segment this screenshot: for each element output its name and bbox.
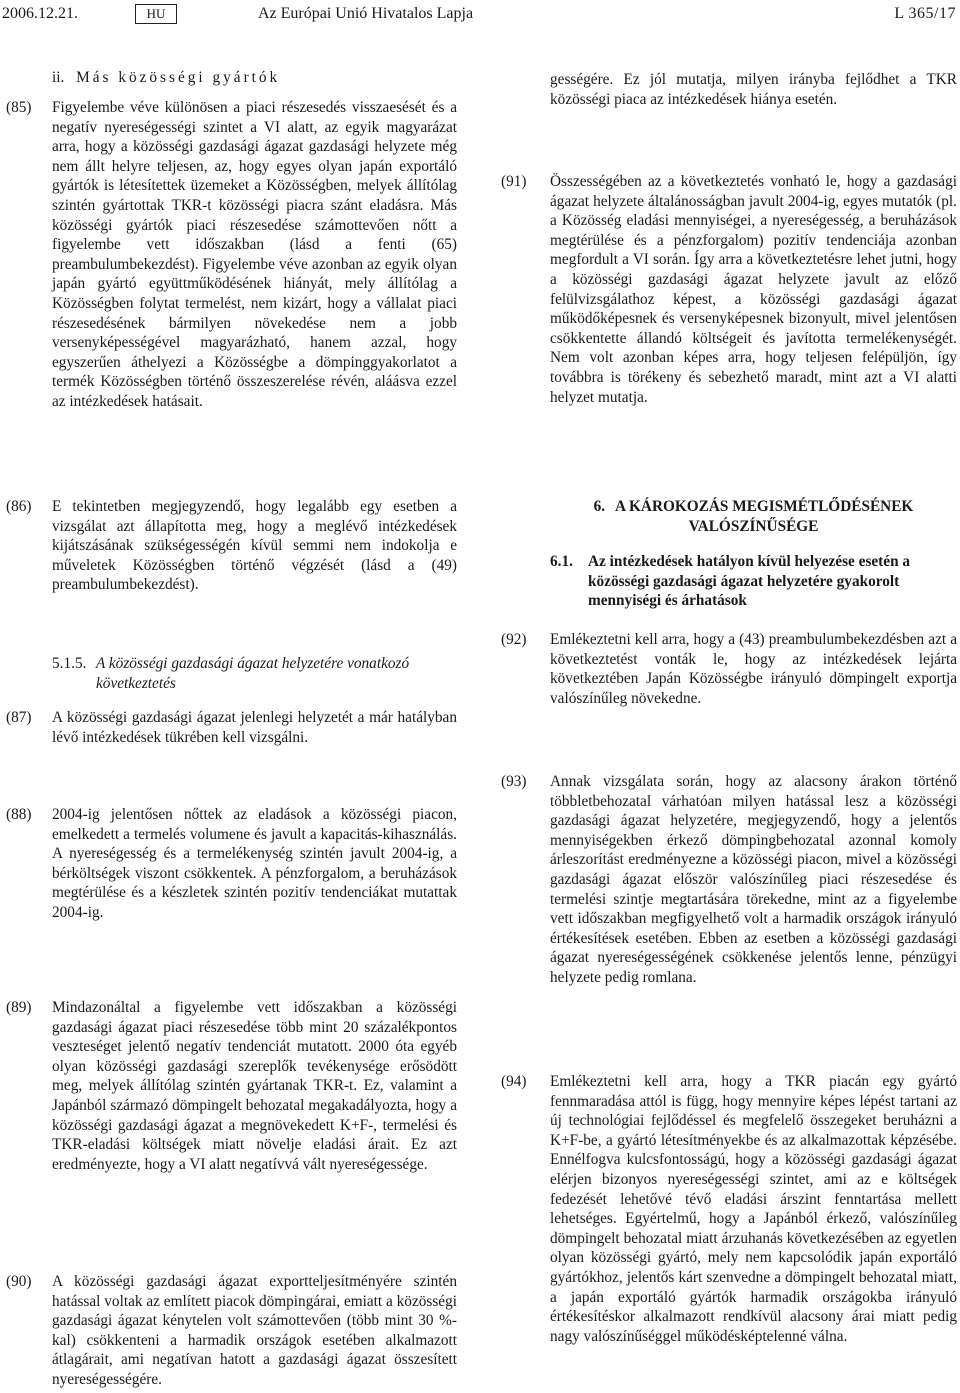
section-title-line2: VALÓSZÍNŰSÉGE <box>688 517 819 535</box>
paragraph-number: (89) <box>6 999 32 1016</box>
section-6-heading <box>550 497 957 536</box>
section-number: 5.1.5. <box>52 655 87 672</box>
paragraph-number: (94) <box>501 1073 527 1090</box>
paragraph-text: Emlékeztetni kell arra, hogy a TKR piacán egy gyártó fennmaradása attól is függ, hogy mennyire képes lépést tartani az új technológiai fejlődéssel és megfelelő összegeket beruházni a K+F-be, a gyártó létesítményekbe és az alkalmazottak képzésébe. Ennélfogva kulcsfontosságú, hogy a közösségi gazdasági ágazat elérjen bizonyos nyereségességi szintet, ami az e költségek fedezését lehetővé tévő eladási árszint fenntartása mellett lehetséges. Egyértelmű, hogy a Japánból érkező, valószínűleg dömpingelt behozatal miatt árzuhanás következésében az egyetlen olyan közösségi gyártó, mely nem kapcsolódik japán exportáló gyártókhoz, jelentős kárt szenvedne a dömpingelt behozatal miatt, a japán exportáló gyártók harmadik országokba irányuló értékesítéskor alkalmazott rendkívül alacsony árai miatt pedig nagy valószínűséggel működésképtelenné válna. <box>550 1073 957 1345</box>
publication-date: 2006.12.21. <box>2 5 78 22</box>
paragraph-94 <box>500 1072 960 1390</box>
paragraph-87 <box>0 708 470 752</box>
paragraph-text: E tekintetben megjegyzendő, hogy legalább egy esetben a vizsgálat azt állapította meg, hogy a meglévő intézkedések kijátszásának szükségességén kívül semmi nem indokolja e műveletek Közösségben történő végzését (lásd a (49) preambulumbekezdést). <box>52 498 457 594</box>
paragraph-number: (85) <box>6 99 32 116</box>
section-title: Az intézkedések hatályon kívül helyezése esetén a közösségi gazdasági ágazat helyzetére gyakorolt mennyiségi és árhatások <box>588 553 911 610</box>
section-5-1-5-heading <box>0 654 470 698</box>
paragraph-text: A közösségi gazdasági ágazat exportteljesítményére szintén hatással voltak az említett piacok dömpingárai, emiatt a közösségi gazdasági ágazat kénytelen volt számottevően (több mint 30 %-kal) csökkenteni a harmadik országok esetében alkalmazott átlagárait, ami negatívan hatott a gazdasági ágazat összesített nyereségességére. <box>52 1273 457 1388</box>
paragraph-85-continued <box>550 70 957 109</box>
paragraph-88 <box>0 805 470 945</box>
section-title-line1: A KÁROKOZÁS MEGISMÉTLŐDÉSÉNEK <box>614 498 914 515</box>
paragraph-number: (86) <box>6 498 32 515</box>
paragraph-93 <box>500 772 960 1012</box>
paragraph-92 <box>500 630 960 718</box>
section-number: 6.1. <box>550 553 573 570</box>
subsection-label: ii. <box>52 69 65 86</box>
paragraph-86 <box>0 497 470 607</box>
paragraph-text: Figyelembe véve különösen a piaci részesedés visszaesését és a negatív nyereségességi szintet a VI alatt, az egyik magyarázat arra, hogy a közösségi gazdasági ágazat gazdasági helyzete még nem állt helyre teljesen, az, hogy egyes olyan japán exportáló gyártók is létesítettek üzemeket a Közösségben, melyek állítólag szintén gyártottak TKR-t közösségi piacra szánt eladásra. Más közösségi gyártók piaci részesedése számottevően nőtt a figyelembe vett időszakban (lásd a fenti (65) preambulumbekezdést). Figyelembe véve azonban az egyik olyan japán gyártó együttműködésének hiányát, mely állítólag a Közösségben folytat termelést, nem kizárt, hogy a vállalat piaci részesedésének bármilyen növekedése nem a jobb versenyképességével magyarázható, hanem azzal, hogy egyszerűen áthelyezi a Közösségbe a dömpinggyakorlatot a termék Közösségben történő összeszerelése révén, aláásva ezzel az intézkedések hatásait. <box>52 99 457 410</box>
paragraph-number: (92) <box>501 631 527 648</box>
subsection-title: Más közösségi gyártók <box>76 69 281 86</box>
paragraph-text: Mindazonáltal a figyelembe vett időszakban a közösségi gazdasági ágazat piaci részesedése több mint 20 százalékpontos veszteséget jelentő negatív tendenciát mutatott. 2000 óta egyéb olyan közösségi gazdasági szereplők tevékenysége erősödött meg, melyek állítólag szintén gyártanak TKR-t. Ez, valamint a Japánból származó dömpingelt behozatal megakadályozta, hogy a közösségi gazdasági ágazat a megnövekedett K+F-, termelési és TKR-eladási költségek miatt növelje eladási árait. Ez azt eredményezte, hogy a VI alatt negatívvá vált nyereségessége. <box>52 999 457 1173</box>
paragraph-number: (90) <box>6 1273 32 1290</box>
paragraph-85 <box>0 98 470 448</box>
paragraph-text: Emlékeztetni kell arra, hogy a (43) preambulumbekezdésben azt a következtetést vonták le, hogy az intézkedések lejárta következtében Japán Közösségbe irányuló dömpingelt exportja valószínűleg növekedne. <box>550 631 957 707</box>
paragraph-number: (87) <box>6 709 32 726</box>
section-6-1-heading <box>500 552 960 616</box>
subsection-ii-heading <box>52 68 472 88</box>
section-title: A közösségi gazdasági ágazat helyzetére vonatkozó következtetés <box>96 655 410 692</box>
paragraph-number: (91) <box>501 173 527 190</box>
paragraph-text: A közösségi gazdasági ágazat jelenlegi helyzetét a már hatályban lévő intézkedések tükrében kell vizsgálni. <box>52 709 457 746</box>
journal-title: Az Európai Unió Hivatalos Lapja <box>258 5 474 22</box>
paragraph-89 <box>0 998 470 1218</box>
paragraph-91 <box>500 172 960 432</box>
paragraph-text: Összességében az a következtetés vonható le, hogy a gazdasági ágazat helyzete általánosságban javult 2004-ig, egyes mutatók (pl. a Közösség eladási mennyiségei, a nyereségesség, a beruházások megtérülése és a pénzforgalom) pozitív tendenciája azonban megfordult a VI során. Így arra a következtetésre lehet jutni, hogy a közösségi gazdasági ágazat helyzete javult az előző felülvizsgálathoz képest, a közösségi gazdasági ágazat működőképesnek és versenyképesnek bizonyult, mivel jelentősen csökkentette állandó költségeit és javította termelékenységét. Nem volt azonban képes arra, hogy teljesen felépüljön, így továbbra is törékeny és sebezhető maradt, mint azt a VI alatti helyzet mutatja. <box>550 173 957 406</box>
paragraph-90 <box>0 1272 470 1390</box>
paragraph-number: (93) <box>501 773 527 790</box>
paragraph-text: Annak vizsgálata során, hogy az alacsony árakon történő többletbehozatal várhatóan milyen hatással lesz a közösségi gazdasági ágazat helyzetére, megjegyzendő, hogy a jelentős mennyiségekben érkező dömpingbehozatal azonnal komoly árleszorítást eredményezne a közösségi piacon, mivel a közösségi gazdasági ágazat először valószínűleg piaci részesedése és termelési szintje megtartására törekedne, mint az a figyelembe vett időszakban megfigyelhető volt a harmadik országok irányuló értékesítések esetében. Ebben az esetben a közösségi gazdasági ágazat nyereségességének csökkenése jelentős lenne, pénzügyi helyzete pedig romlana. <box>550 773 957 986</box>
paragraph-number: (88) <box>6 806 32 823</box>
page-number: L 365/17 <box>894 5 956 22</box>
section-number: 6. <box>593 498 606 515</box>
paragraph-text: 2004-ig jelentősen nőttek az eladások a közösségi piacon, emelkedett a termelés volumene és javult a kapacitás-kihasználás. A nyereségesség és a termelékenység szintén javult 2004-ig, a bérköltségek viszont csökkentek. A pénzforgalom, a beruházások megtérülése és a készletek szintén pozitív tendenciákat mutattak 2004-ig. <box>52 806 457 921</box>
language-badge: HU <box>135 4 177 24</box>
page-header <box>0 4 960 28</box>
paragraph-text: gességére. Ez jól mutatja, milyen irányba fejlődhet a TKR közösségi piaca az intézkedések hiánya esetén. <box>550 71 957 108</box>
